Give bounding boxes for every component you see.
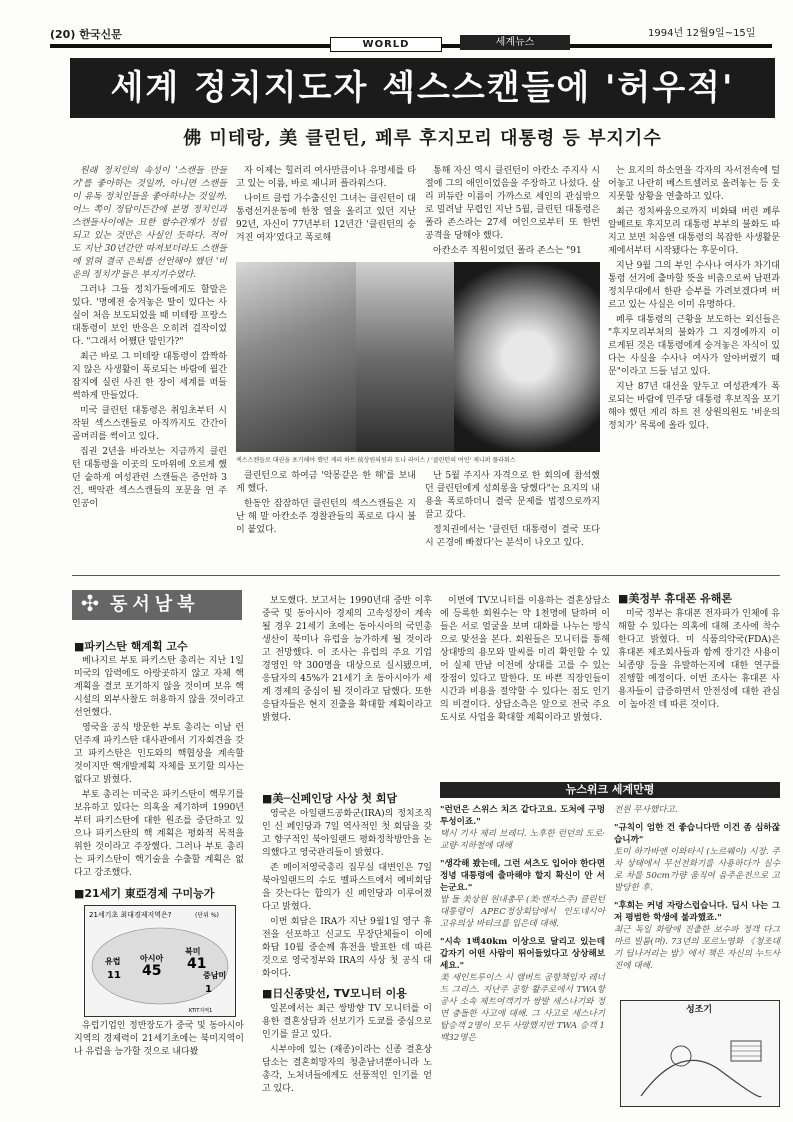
brief-body-east-asia — [74, 1020, 244, 1105]
paragraph: 최근 정치싸움으로까지 비화돼 버린 페루 알베르토 후지모리 대통령 부부의 불화도 따지고 보면 처음엔 대통령의 복잡한 사생활문제에서부터 시작됐다는 후문이다. — [608, 207, 780, 256]
brief-body-east-asia-cont — [262, 595, 432, 780]
section-divider — [72, 575, 780, 576]
paragraph: 부토 총리는 미국은 파키스탄이 핵무기를 보유하고 있다는 의혹을 제기하며 1990년부터 파키스탄에 대한 원조를 중단하고 있으나 파키스탄의 핵 계획은 평화적 목적을 위한 것이라고 주장했다. 그러나 부토 총리는 파키스탄이 핵기술을 수출할 계획은 없다고 강조했다. — [74, 790, 244, 878]
quote-text: "규칙이 엄한 건 좋습니다만 이건 좀 심하잖습니까" — [614, 823, 780, 845]
paragraph: 이번 회담은 IRA가 지난 9월1일 영구 휴전을 선포하고 신교도 무장단체들이 이에 화답 10월 중순께 휴전을 발표한 데 따른 것으로 영국정부와 IRA의 사상 첫 공식 대화이다. — [262, 917, 432, 979]
brief-title-pakistan: ■파키스탄 핵계획 고수 — [74, 640, 188, 653]
paragraph: 존 메이저영국총리 집무실 대변인은 7일 북아일랜드의 수도 벨파스트에서 예비회담을 갖는다는 합의가 신 페인당과 이루어졌다고 밝혔다. — [262, 863, 432, 912]
paragraph: 는 요지의 하소연을 각자의 자서전속에 털어놓고 나란히 베스트셀러로 올려놓는 등 웃지못할 상황을 연출하고 있다. — [608, 166, 780, 202]
paragraph: 그러나 그들 정치가들에게도 할말은 있다. '명예전 숭겨놓은 딸이 있다는 사실이 처음 보도되었을 때 미테랑 프랑스대통령이 보인 반응은 오히려 걸작이었다. "그래서 어쨌단 말인가?" — [72, 285, 227, 347]
compass-icon: ✣ — [80, 592, 100, 617]
quote-source: 전원 무사했다고. — [614, 805, 678, 815]
photo-caption: 섹스스캔들로 대권을 포기해야 했던 게리 하트 前상원의원과 도나 라이스 / '클린턴의 여인' 제니퍼 플라워스 — [236, 457, 516, 464]
paragraph: 통해 자신 역시 클린턴이 아칸소 주지사 시절에 그의 애인이었음을 주장하고 나섰다. 살리 퍼듀란 이름이 가까스로 세인의 관심밖으로 밀려날 무렵인 지난 5월, 클린턴 대통령은 폴라 존스라는 27세 여인으로부터 또 한번 공격을 당해야 했다. — [425, 166, 600, 241]
map-chart — [84, 905, 236, 1017]
paragraph: 시부야에 있는 (재종)이라는 신종 결혼상담소는 결혼희망자의 청춘남녀뿐아니라 노총각, 노처녀들에게도 선풍적인 인기를 얻고 있다. — [262, 1045, 432, 1094]
page-number: (20) 한국신문 — [50, 28, 122, 41]
cartoon — [620, 1000, 780, 1107]
photo-donna-rice — [356, 262, 454, 452]
chart-region-label: 북미 — [185, 947, 201, 956]
article-column-6 — [425, 470, 600, 565]
article-lede: 원래 정치인의 속성이 '스캔들 만들기'를 좋아하는 것일까, 아니면 스캔들이 유독 정치인들을 좋아하나는 것일까. 어느 쪽이 정답이든간에 분명 정치인과 스캔들사이에는 묘한 함수관계가 성립되고 있는 것만은 사실인 듯하다. 적어도 지난 30년간만 따져보더라도 스캔들에 얽혀 결국 은퇴를 선언해야 했던 '비운의 정치가'들은 부지기수였다. — [72, 166, 227, 280]
section-tag-korean: 세계뉴스 — [460, 35, 570, 50]
paragraph: 자 이제는 힐러리 여사만큼이나 유명세를 타고 있는 이름, 바로 제니퍼 플라워스다. — [236, 166, 416, 189]
quote-source: 밥 돌 美상원 원내총무 (美·캔자스주) 클린턴 대통령이 APEC정상회담에서 인도네시아 고유의상 바티크를 입은데 대해. — [440, 895, 605, 929]
brief-title-cellphone: ■美정부 휴대폰 유해론 — [618, 592, 733, 605]
paragraph: 페루 대통령의 근황을 보도하는 외신들은 "후지모리부처의 불화가 그 지경에까지 이르게된 것은 대통령에게 숭겨놓은 자식이 있다는 사실을 수사나 여사가 알아버렸기 때문"이라고 드들 넘고 있다. — [608, 315, 780, 377]
quote-source: 美 세인트루이스 시 램버트 공항책임자 레너드 그리스. 지난주 공항 활주로에서 TWA항공사 소속 제트여객기가 쌍발 세스나기와 정면 충돌한 사고에 대해. 그 사고로 세스나기 탑승객 2명이 모두 사망했지만 TWA 승객 1백32명은 — [440, 973, 605, 1043]
newsweek-column-2 — [614, 804, 780, 994]
paragraph: 지난 87년 대선을 앞두고 여성관계가 폭로되는 바람에 민주당 대통령 후보직을 포기해야 했던 게리 하트 전 상원의원도 '비운의 정치가' 목록에 올라 있다. — [608, 382, 780, 431]
cartoon-title: 성조기 — [685, 1005, 713, 1015]
article-column-5 — [236, 470, 416, 565]
photo-gary-hart — [236, 262, 356, 452]
quote-text: "시속 1백40km 이상으로 달리고 있는데 갑자기 어떤 사람이 뛰어들었다고 상상해보세요." — [440, 937, 605, 971]
brief-body-japan-cont — [440, 595, 610, 775]
article-column-4 — [608, 165, 780, 560]
chart-region-value: 41 — [187, 956, 207, 972]
chart-region-label: 중남미 — [203, 971, 227, 980]
paragraph: 난 5월 주지사 자격으로 한 회의에 참석했던 클린턴에게 성희롱을 당했다"는 요지의 내용을 폭로하더니 결국 문제를 법정으로까지 끌고 갔다. — [425, 471, 600, 520]
quote-item — [614, 804, 780, 816]
paragraph: 나이트 클럽 가수출신인 그녀는 클린턴이 대통령선거운동에 한창 열을 올리고 있던 지난 92년, 자신이 77년부터 12년간 '클린턴의 숭겨진 여자'였다고 폭로해 — [236, 194, 416, 243]
photo-gennifer-flowers — [454, 262, 600, 452]
chart-unit: (단위 %) — [195, 912, 219, 919]
brief-body-japan — [262, 1003, 432, 1108]
section-tag-world: WORLD — [330, 37, 442, 52]
paragraph: 클린턴으로 하여금 '악몽같은 한 해'를 보내게 했다. — [236, 471, 416, 494]
article-column-3 — [425, 165, 600, 256]
headline: 세계 정치지도자 섹스스캔들에 '허우적' — [110, 68, 735, 108]
quote-text: "생각해 봤는데, 그런 셔츠도 입어야 한다면 정녕 대통령에 출마해야 할지 확신이 안 서는군요." — [440, 859, 605, 893]
paragraph: 보도했다. 보고서는 1990년대 중반 이후 중국 및 동아시아 경제의 고속성장이 계속될 경우 21세기 초에는 동아시아의 국민총생산이 북미나 유럽을 능가하게 될 것이라고 전망했다. 이 조사는 유럽의 주요 기업 경영인 약 300명을 대상으로 실시됐으며, 응답자의 45%가 21세기 초 동아시아가 세계 경제의 중심이 될 것이라고 답했다. 또한 응답자들은 현지 진출을 확대할 계획이라고 밝혔다. — [262, 596, 432, 723]
chart-region-value: 11 — [107, 970, 121, 981]
quote-item — [614, 900, 780, 972]
quote-source: 최근 독일 화랑에 진출한 보수파 정객 다그 마르 빌룸(며). 73년의 포르노영화 《청조대기 딥나거리는 밤》에서 책은 자신의 누드사진에 대해. — [614, 925, 780, 971]
paragraph: 미국 클린턴 대통령은 취임초부터 시작된 섹스스캔들로 아직까지도 간간이 골머리를 썩이고 있다. — [72, 406, 227, 442]
article-column-2 — [236, 165, 416, 250]
paragraph: 정치권에서는 '클린턴 대통령이 결국 또다시 곤경에 빠졌다'는 분석이 나오고 있다. — [425, 525, 600, 548]
subheadline: 佛 미테랑, 美 클린턴, 페루 후지모리 대통령 등 부지기수 — [183, 128, 662, 149]
quote-source: 토미 하가바앤 이와타시 (노르웨이) 시장. 주차 상태에서 무선전화기를 사용하다가 실수로 차를 50cm가량 움직여 음주운전으로 고발당한 후. — [614, 847, 780, 893]
newsweek-banner: 뉴스위크 세계만평 — [440, 782, 780, 798]
paragraph: 집권 2년을 바라보는 지금까지 클린턴 대통령을 이곳의 도마위에 오르게 했던 숱하게 여성관련 스캔들은 증언하 3건, 백악관 섹스스캔들의 포문을 연 주인공이 — [72, 447, 227, 509]
map-chart-svg — [85, 906, 235, 1016]
quote-item — [614, 822, 780, 894]
quote-item — [440, 804, 605, 852]
paragraph: 일본에서는 최근 쌍방향 TV 모니터를 이용한 결혼상담과 선보기가 도쿄를 중심으로 인기를 끌고 있다. — [262, 1004, 432, 1040]
chart-source: KTIT지역1 — [189, 1008, 213, 1014]
paragraph: 베나지르 부토 파키스탄 총리는 지난 1일 미국의 압력에도 아랑곳하지 않고 자체 핵계획을 결코 포기하지 않을 것이며 보유 핵시설의 외부사찰도 허용하지 않을 것이라고 선언했다. — [74, 656, 244, 718]
paragraph: 최근 바로 그 미테랑 대통령이 깜짝하지 않은 사생활이 폭로되는 바람에 월간 잡지에 실린 사진 한 장이 세계를 떠들썩하게 만들었다. — [72, 352, 227, 401]
brief-title-japan: ■日신종맞선, TV모니터 이용 — [262, 987, 407, 1000]
quote-text: "후회는 커녕 자랑스럽습니다. 딥시 나는 그저 평범한 학생에 불과했죠." — [614, 901, 780, 923]
paragraph: 영국은 아일랜드공화군(IRA)의 정치조직인 신 페인당과 7일 역사적인 첫 회담을 갖고 향구적인 북아일랜드 평화정착방안을 논의했다고 영국관리들이 밝혔다. — [262, 809, 432, 858]
paragraph: 아칸소주 직원이었던 폴라 존스는 "91 — [433, 246, 582, 256]
brief-title-east-asia: ■21세기 東亞경제 구미능가 — [74, 887, 215, 900]
quote-item — [440, 936, 605, 1044]
newsweek-column-1 — [440, 804, 605, 1104]
paragraph: 지난 9월 그의 부인 수사나 여사가 차기대통령 선거에 출마할 뜻을 비춤으로써 남편과 정치무대에서 한판 승부를 가려보겠다며 버르고 있는 사실은 이미 유명하다. — [608, 261, 780, 310]
brief-body-pakistan — [74, 655, 244, 878]
chart-region-value: 1 — [205, 984, 212, 995]
dongseo-title: 동서남북 — [110, 594, 200, 615]
chart-region-label: 유럽 — [105, 957, 121, 966]
brief-body-cellphone — [618, 608, 780, 778]
quote-text: "런던은 스위스 치즈 같다고요. 도처에 구멍투성이죠." — [440, 805, 605, 827]
paragraph: 이번에 TV모니터를 이용하는 결혼상담소에 등록한 회원수는 약 1천명에 달하며 이들은 서로 얼굴을 보며 대화를 나누는 방식으로 맞선을 본다. 회원들은 모니터를 통해 상대방의 용모와 말씨를 미리 확인할 수 있어 실제 만남 이전에 상대를 고를 수 있는 장점이 있다고 말한다. 또 바쁜 직장인들이 시간과 비용을 절약할 수 있다는 점도 인기의 비결이다. 상담소측은 앞으로 전국 주요 도시로 사업을 확대할 계획이라고 밝혔다. — [440, 596, 610, 723]
quote-item — [440, 858, 605, 930]
paragraph: 유럽기업인 정반장도가 중국 및 동아시아지역의 경제력이 21세기초에는 북미지역이나 유럽을 능가할 것으로 내다봤 — [74, 1021, 244, 1057]
paragraph: 한동안 잠잠하던 클린턴의 섹스스캔들은 지난 해 말 아칸소주 경찰관들의 폭로로 다시 불이 붙었다. — [236, 499, 416, 535]
article-column-1 — [72, 165, 227, 560]
chart-region-label: 아시아 — [140, 954, 164, 963]
chart-region-value: 45 — [142, 963, 162, 979]
issue-date: 1994년 12월9일~15일 — [648, 28, 756, 39]
paragraph: 미국 정부는 휴대폰 전자파가 인체에 유해할 수 있다는 의혹에 대해 조사에 착수한다고 밝혔다. 미 식품의약국(FDA)은 휴대폰 제조회사들과 함께 장기간 사용이 뇌종양 등을 유발하는지에 대한 연구를 진행할 예정이다. 이번 조사는 휴대폰 사용자들이 급증하면서 안전성에 대한 관심이 높아진 데 따른 것이다. — [618, 609, 780, 710]
paragraph: 영국을 공식 방문한 부토 총리는 이날 런던주재 파키스탄 대사관에서 기자회견을 갖고 파키스탄은 인도와의 핵협상을 계속할 것이지만 핵개발계획 자체를 포기할 의사는 없다고 밝혔다. — [74, 723, 244, 785]
cartoon-drawing — [621, 1001, 779, 1106]
chart-title: 21세기초 최대경제지역은? — [89, 911, 172, 919]
brief-body-sinn-fein — [262, 808, 432, 978]
brief-title-sinn-fein: ■美─신페인당 사상 첫 회담 — [262, 792, 398, 805]
quote-source: 택시 기사 제리 브레디. 노후한 런던의 도로·교량·지하철에 대해 — [440, 829, 605, 851]
